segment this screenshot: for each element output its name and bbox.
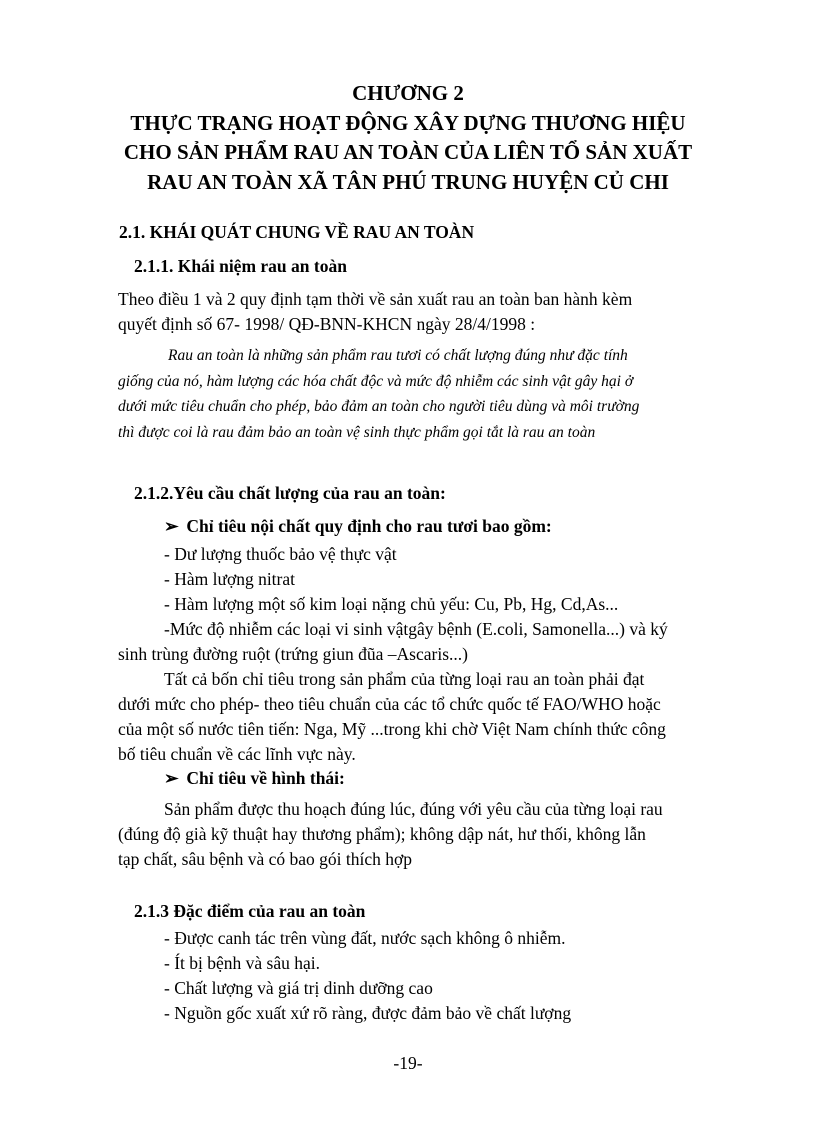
definition-intro-line: Theo điều 1 và 2 quy định tạm thời về sản xuất rau an toàn ban hành kèm [118, 289, 633, 309]
paragraph-line: Tất cả bốn chỉ tiêu trong sản phẩm của từng loại rau an toàn phải đạt [164, 669, 645, 689]
criteria-form-heading [164, 768, 345, 789]
list-item-line: sinh trùng đường ruột (trứng giun đũa –Ascaris...) [118, 644, 468, 664]
definition-quote-line: Rau an toàn là những sản phẩm rau tươi có chất lượng đúng như đặc tính [168, 347, 628, 364]
chapter-title-line-3: RAU AN TOÀN XÃ TÂN PHÚ TRUNG HUYỆN CỦ CHI [147, 169, 669, 194]
paragraph-line: tạp chất, sâu bệnh và có bao gói thích hợp [118, 849, 413, 869]
section-2-1-2-heading: 2.1.2.Yêu cầu chất lượng của rau an toàn: [134, 483, 446, 503]
criteria-internal-heading-text: Chỉ tiêu nội chất quy định cho rau tươi bao gồm: [186, 516, 552, 536]
definition-intro-line: quyết định số 67- 1998/ QĐ-BNN-KHCN ngày 28/4/1998 : [118, 314, 536, 334]
definition-intro [118, 287, 632, 337]
criteria-internal-list [164, 542, 618, 617]
section-2-1-heading: 2.1. KHÁI QUÁT CHUNG VỀ RAU AN TOÀN [119, 222, 475, 242]
section-2-1-1-heading: 2.1.1. Khái niệm rau an toàn [134, 256, 347, 276]
paragraph-line: (đúng độ già kỹ thuật hay thương phẩm); không dập nát, hư thối, không lẫn [118, 824, 646, 844]
list-item: - Được canh tác trên vùng đất, nước sạch không ô nhiễm. [164, 928, 566, 948]
chapter-title-line-1: THỰC TRẠNG HOẠT ĐỘNG XÂY DỰNG THƯƠNG HIỆU [130, 110, 686, 135]
criteria-form-paragraph [118, 797, 700, 872]
criteria-form-heading-text: Chỉ tiêu về hình thái: [186, 768, 345, 788]
list-item: - Hàm lượng một số kim loại nặng chủ yếu: Cu, Pb, Hg, Cd,As... [164, 594, 619, 614]
criteria-internal-heading [164, 516, 552, 537]
list-item: - Dư lượng thuốc bảo vệ thực vật [164, 544, 397, 564]
features-list [164, 926, 571, 1026]
chapter-title-line-2: CHO SẢN PHẨM RAU AN TOÀN CỦA LIÊN TỔ SẢN XUẤT [123, 140, 693, 164]
page-number: -19- [393, 1053, 423, 1073]
chapter-title-block [0, 79, 816, 197]
paragraph-line: dưới mức cho phép- theo tiêu chuẩn của các tổ chức quốc tế FAO/WHO hoặc [118, 694, 661, 714]
criteria-internal-item-4 [118, 617, 700, 667]
list-item-line: -Mức độ nhiễm các loại vi sinh vậtgây bệnh (E.coli, Samonella...) và ký [164, 619, 668, 639]
arrow-bullet-icon: ➢ [164, 516, 179, 536]
list-item: - Chất lượng và giá trị dinh dưỡng cao [164, 978, 433, 998]
paragraph-line: Sản phẩm được thu hoạch đúng lúc, đúng với yêu cầu của từng loại rau [164, 799, 663, 819]
definition-quote-line: thì được coi là rau đảm bảo an toàn vệ sinh thực phẩm gọi tắt là rau an toàn [118, 423, 596, 441]
paragraph-line: bố tiêu chuẩn về các lĩnh vực này. [118, 744, 356, 764]
list-item: - Ít bị bệnh và sâu hại. [164, 953, 320, 973]
arrow-bullet-icon: ➢ [164, 768, 179, 788]
criteria-internal-paragraph [118, 667, 700, 767]
chapter-number: CHƯƠNG 2 [352, 81, 464, 105]
section-2-1-3-heading: 2.1.3 Đặc điểm của rau an toàn [134, 901, 366, 921]
paragraph-line: của một số nước tiên tiến: Nga, Mỹ ...trong khi chờ Việt Nam chính thức công [118, 719, 666, 739]
list-item: - Hàm lượng nitrat [164, 569, 296, 589]
definition-quote-line: dưới mức tiêu chuẩn cho phép, bảo đảm an toàn cho người tiêu dùng và môi trường [118, 398, 640, 415]
list-item: - Nguồn gốc xuất xứ rõ ràng, được đảm bảo về chất lượng [164, 1003, 572, 1023]
definition-quote [118, 343, 700, 445]
definition-quote-line: giống của nó, hàm lượng các hóa chất độc và mức độ nhiễm các sinh vật gây hại ở [118, 372, 634, 390]
